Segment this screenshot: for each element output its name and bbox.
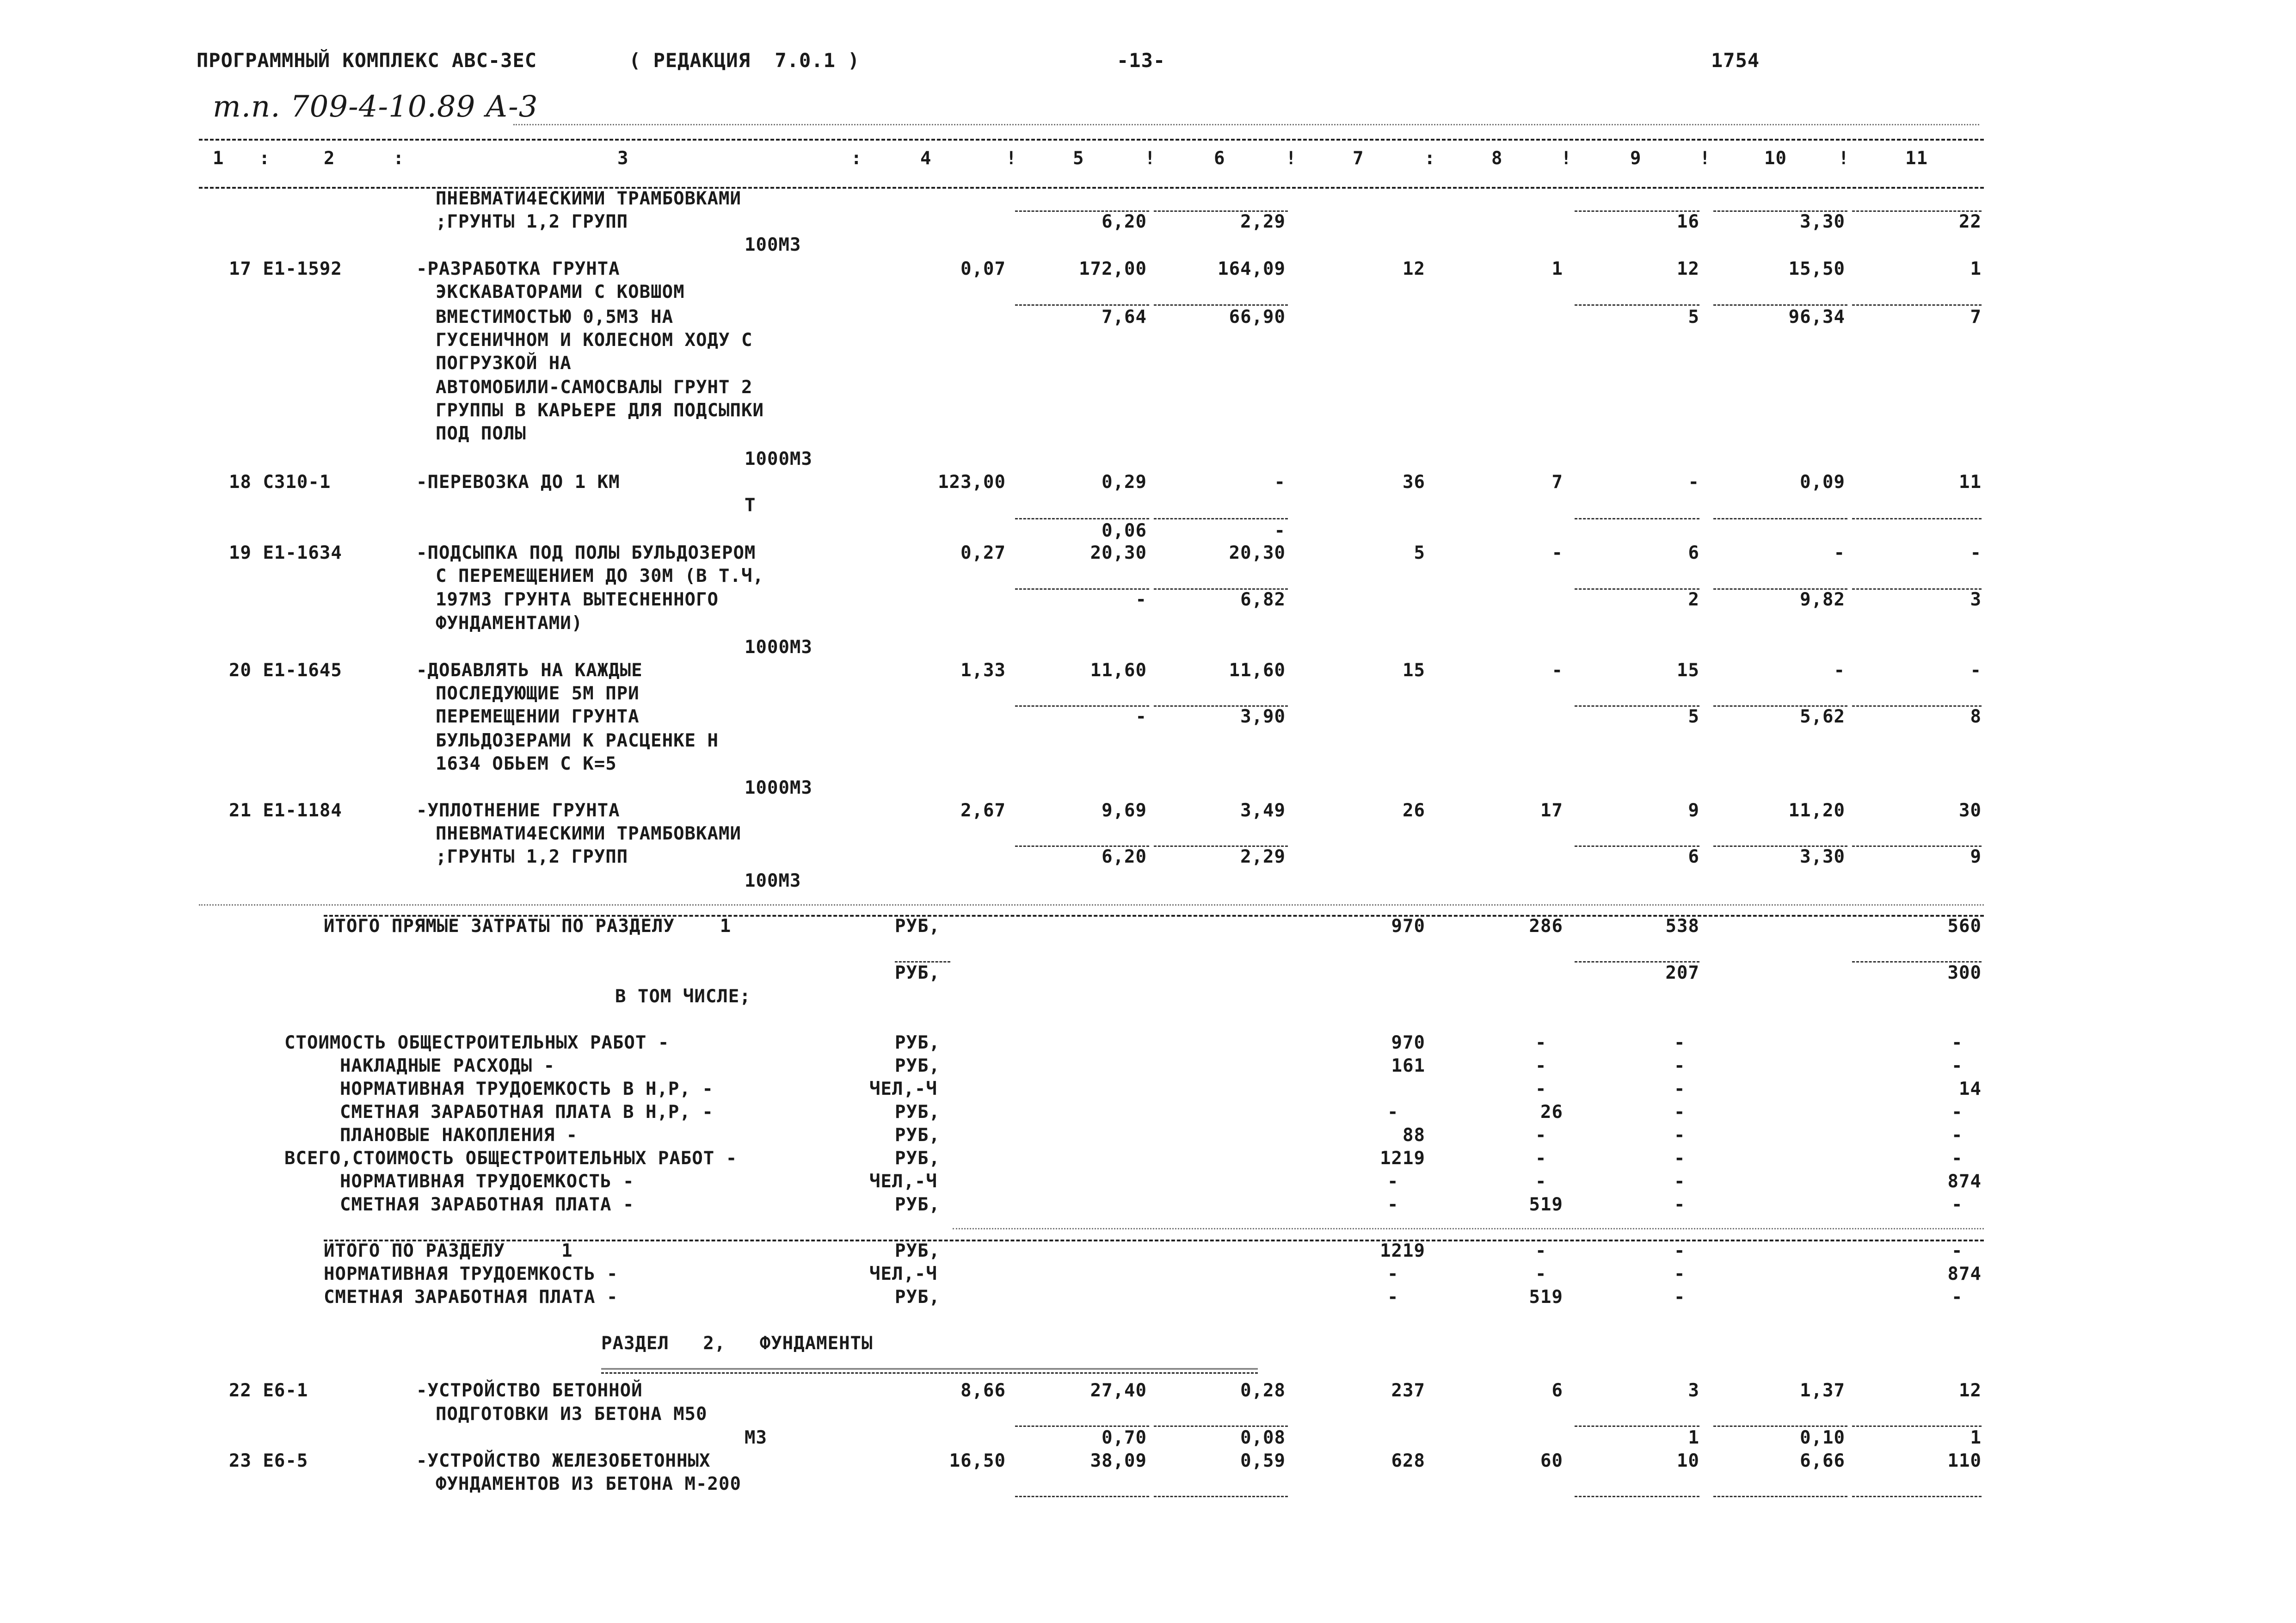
text-cell: 1000М3 bbox=[745, 637, 813, 658]
value-cell: 560 bbox=[1947, 916, 1982, 937]
price-separator bbox=[1154, 1426, 1288, 1427]
text-cell: - bbox=[1535, 1171, 1547, 1192]
column-header-7: 7 bbox=[1353, 148, 1364, 169]
value-cell: 20,30 bbox=[1090, 543, 1147, 563]
price-separator bbox=[1154, 588, 1288, 590]
section-total-rule bbox=[324, 1240, 1984, 1241]
value-cell: 0,29 bbox=[1102, 472, 1147, 493]
item-code: 20 Е1-1645 bbox=[229, 660, 342, 681]
value-cell: 5 bbox=[1414, 543, 1425, 563]
price-separator bbox=[1154, 1496, 1288, 1497]
reference-dotted-line bbox=[513, 124, 1979, 125]
value-cell: 1219 bbox=[1380, 1240, 1425, 1261]
value-cell: 3 bbox=[1970, 589, 1982, 610]
price-separator bbox=[1852, 705, 1982, 707]
text-cell: -УПЛОТНЕНИЕ ГРУНТА bbox=[416, 800, 620, 821]
column-header-4: 4 bbox=[920, 148, 932, 169]
text-cell: ПЛАНОВЫЕ НАКОПЛЕНИЯ - bbox=[340, 1125, 578, 1146]
text-cell: - bbox=[1951, 1032, 1963, 1053]
item-code: СТОИМОСТЬ ОБЩЕСТРОИТЕЛЬНЫХ РАБОТ - bbox=[284, 1032, 670, 1053]
text-cell: ГРУППЫ В КАРЬЕРЕ ДЛЯ ПОДСЫПКИ bbox=[436, 400, 764, 421]
text-cell: - bbox=[1674, 1102, 1686, 1123]
value-cell: - bbox=[1970, 543, 1982, 563]
price-separator bbox=[1015, 210, 1149, 212]
text-cell: ЭКСКАВАТОРАМИ С КОВШОМ bbox=[436, 282, 685, 302]
text-cell: - bbox=[1674, 1287, 1686, 1308]
value-cell: 10 bbox=[1677, 1450, 1699, 1471]
value-cell: 0,09 bbox=[1800, 472, 1845, 493]
item-code: 18 С310-1 bbox=[229, 472, 331, 493]
column-separator: ! bbox=[1699, 148, 1711, 169]
price-separator bbox=[1713, 518, 1847, 519]
text-cell: - bbox=[1535, 1079, 1547, 1099]
value-cell: 207 bbox=[1665, 963, 1699, 983]
text-cell: ФУНДАМЕНТОВ ИЗ БЕТОНА М-200 bbox=[436, 1474, 741, 1494]
text-cell: - bbox=[1674, 1171, 1686, 1192]
text-cell: М3 bbox=[745, 1427, 767, 1448]
value-cell: 11,20 bbox=[1788, 800, 1845, 821]
item-code: 23 Е6-5 bbox=[229, 1450, 308, 1471]
text-cell: ;ГРУНТЫ 1,2 ГРУПП bbox=[436, 846, 628, 867]
column-separator: : bbox=[393, 148, 405, 169]
value-cell: 36 bbox=[1403, 472, 1425, 493]
text-cell: - bbox=[1535, 1240, 1547, 1261]
value-cell: 12 bbox=[1959, 1380, 1982, 1401]
price-separator bbox=[1852, 588, 1982, 590]
value-cell: 1 bbox=[1688, 1427, 1699, 1448]
value-cell: 5 bbox=[1688, 706, 1699, 727]
price-separator bbox=[1713, 588, 1847, 590]
document-number: 1754 bbox=[1711, 49, 1760, 72]
price-separator bbox=[1015, 705, 1149, 707]
text-cell: 100М3 bbox=[745, 235, 801, 255]
value-cell: 66,90 bbox=[1229, 307, 1286, 327]
value-cell: 15 bbox=[1677, 660, 1699, 681]
value-cell: 96,34 bbox=[1788, 307, 1845, 327]
text-cell: - bbox=[1387, 1194, 1399, 1215]
text-cell: СМЕТНАЯ ЗАРАБОТНАЯ ПЛАТА В Н,Р, - bbox=[340, 1102, 714, 1123]
text-cell: ПОДГОТОВКИ ИЗ БЕТОНА М50 bbox=[436, 1404, 708, 1425]
total-separator bbox=[895, 961, 950, 963]
value-cell: 12 bbox=[1403, 259, 1425, 279]
text-cell: - bbox=[1674, 1148, 1686, 1169]
value-cell: 628 bbox=[1391, 1450, 1425, 1471]
value-cell: 7,64 bbox=[1102, 307, 1147, 327]
text-cell: 1634 ОБЬЕМ С К=5 bbox=[436, 753, 617, 774]
column-header-1: 1 bbox=[213, 148, 224, 169]
column-header-5: 5 bbox=[1073, 148, 1084, 169]
value-cell: 2,67 bbox=[960, 800, 1006, 821]
section-dotted-rule bbox=[199, 904, 1984, 906]
text-cell: 1000М3 bbox=[745, 449, 813, 469]
price-separator bbox=[1852, 518, 1982, 519]
value-cell: 2 bbox=[1688, 589, 1699, 610]
value-cell: - bbox=[1688, 472, 1699, 493]
value-cell: 1 bbox=[1970, 1427, 1982, 1448]
price-separator bbox=[1015, 1496, 1149, 1497]
text-cell: НОРМАТИВНАЯ ТРУДОЕМКОСТЬ - bbox=[324, 1264, 618, 1284]
price-separator bbox=[1852, 1496, 1982, 1497]
text-cell: -ПОДСЫПКА ПОД ПОЛЫ БУЛЬДОЗЕРОМ bbox=[416, 543, 756, 563]
text-cell: -УСТРОЙСТВО БЕТОННОЙ bbox=[416, 1380, 643, 1401]
edition-label: ( РЕДАКЦИЯ 7.0.1 ) bbox=[629, 49, 860, 72]
price-separator bbox=[1713, 1496, 1847, 1497]
value-cell: 0,10 bbox=[1800, 1427, 1845, 1448]
text-cell: РУБ, bbox=[895, 916, 940, 937]
value-cell: 2,29 bbox=[1240, 846, 1286, 867]
item-code: 21 Е1-1184 bbox=[229, 800, 342, 821]
price-separator bbox=[1713, 304, 1847, 306]
price-separator bbox=[1575, 210, 1699, 212]
column-separator: ! bbox=[1286, 148, 1297, 169]
column-header-3: 3 bbox=[617, 148, 629, 169]
value-cell: 3,30 bbox=[1800, 846, 1845, 867]
value-cell: 88 bbox=[1403, 1125, 1425, 1146]
value-cell: 11,60 bbox=[1090, 660, 1147, 681]
value-cell: 22 bbox=[1959, 211, 1982, 232]
item-code: ВСЕГО,СТОИМОСТЬ ОБЩЕСТРОИТЕЛЬНЫХ РАБОТ - bbox=[284, 1148, 738, 1169]
total-separator bbox=[1852, 961, 1982, 963]
value-cell: - bbox=[1834, 660, 1845, 681]
column-separator: ! bbox=[1561, 148, 1572, 169]
text-cell: РУБ, bbox=[895, 1287, 940, 1308]
text-cell: - bbox=[1674, 1240, 1686, 1261]
value-cell: 6,66 bbox=[1800, 1450, 1845, 1471]
text-cell: НОРМАТИВНАЯ ТРУДОЕМКОСТЬ - bbox=[340, 1171, 634, 1192]
text-cell: - bbox=[1674, 1194, 1686, 1215]
price-separator bbox=[1154, 518, 1288, 519]
price-separator bbox=[1575, 705, 1699, 707]
value-cell: - bbox=[1274, 472, 1286, 493]
value-cell: 16 bbox=[1677, 211, 1699, 232]
value-cell: 38,09 bbox=[1090, 1450, 1147, 1471]
price-separator bbox=[1713, 845, 1847, 847]
value-cell: 3,90 bbox=[1240, 706, 1286, 727]
text-cell: 1000М3 bbox=[745, 778, 813, 798]
value-cell: 7 bbox=[1551, 472, 1563, 493]
value-cell: 15 bbox=[1403, 660, 1425, 681]
value-cell: 3 bbox=[1688, 1380, 1699, 1401]
column-header-2: 2 bbox=[324, 148, 335, 169]
price-separator bbox=[1575, 845, 1699, 847]
text-cell: ПНЕВМАТИ4ЕСКИМИ ТРАМБОВКАМИ bbox=[436, 823, 741, 844]
text-cell: ИТОГО ПО РАЗДЕЛУ 1 bbox=[324, 1240, 573, 1261]
text-cell: РУБ, bbox=[895, 1125, 940, 1146]
text-cell: ЧЕЛ,-Ч bbox=[869, 1079, 937, 1099]
value-cell: 0,06 bbox=[1102, 520, 1147, 541]
value-cell: 237 bbox=[1391, 1380, 1425, 1401]
text-cell: С ПЕРЕМЕЩЕНИЕМ ДО 30М (В Т.Ч, bbox=[436, 566, 764, 586]
item-code: 19 Е1-1634 bbox=[229, 543, 342, 563]
price-separator bbox=[1015, 1426, 1149, 1427]
price-separator bbox=[1015, 518, 1149, 519]
price-separator bbox=[1575, 304, 1699, 306]
value-cell: 0,70 bbox=[1102, 1427, 1147, 1448]
value-cell: - bbox=[1970, 660, 1982, 681]
text-cell: - bbox=[1387, 1264, 1399, 1284]
text-cell: 197М3 ГРУНТА ВЫТЕСНЕННОГО bbox=[436, 589, 719, 610]
value-cell: 110 bbox=[1947, 1450, 1982, 1471]
value-cell: 6 bbox=[1688, 846, 1699, 867]
value-cell: - bbox=[1274, 520, 1286, 541]
value-cell: 11,60 bbox=[1229, 660, 1286, 681]
column-separator: : bbox=[851, 148, 862, 169]
value-cell: 11 bbox=[1959, 472, 1982, 493]
value-cell: 538 bbox=[1665, 916, 1699, 937]
text-cell: РУБ, bbox=[895, 1194, 940, 1215]
column-header-11: 11 bbox=[1905, 148, 1928, 169]
text-cell: РУБ, bbox=[895, 1032, 940, 1053]
value-cell: 9,69 bbox=[1102, 800, 1147, 821]
text-cell: - bbox=[1951, 1102, 1963, 1123]
value-cell: 15,50 bbox=[1788, 259, 1845, 279]
value-cell: 874 bbox=[1947, 1171, 1982, 1192]
value-cell: 1219 bbox=[1380, 1148, 1425, 1169]
text-cell: СМЕТНАЯ ЗАРАБОТНАЯ ПЛАТА - bbox=[340, 1194, 634, 1215]
value-cell: 519 bbox=[1529, 1194, 1563, 1215]
value-cell: 8 bbox=[1970, 706, 1982, 727]
value-cell: 27,40 bbox=[1090, 1380, 1147, 1401]
value-cell: 970 bbox=[1391, 1032, 1425, 1053]
text-cell: - bbox=[1674, 1125, 1686, 1146]
value-cell: 6,20 bbox=[1102, 846, 1147, 867]
text-cell: ГУСЕНИЧНОМ И КОЛЕСНОМ ХОДУ С bbox=[436, 330, 753, 351]
totals-top-rule bbox=[324, 915, 1984, 917]
text-cell: - bbox=[1951, 1194, 1963, 1215]
text-cell: - bbox=[1535, 1125, 1547, 1146]
column-separator: ! bbox=[1006, 148, 1017, 169]
value-cell: 6,82 bbox=[1240, 589, 1286, 610]
price-separator bbox=[1713, 705, 1847, 707]
page-number: -13- bbox=[1117, 49, 1166, 72]
text-cell: - bbox=[1674, 1079, 1686, 1099]
text-cell: - bbox=[1951, 1055, 1963, 1076]
value-cell: - bbox=[1834, 543, 1845, 563]
text-cell: - bbox=[1387, 1287, 1399, 1308]
value-cell: 3,30 bbox=[1800, 211, 1845, 232]
text-cell: Т bbox=[745, 495, 756, 516]
text-cell: - bbox=[1674, 1032, 1686, 1053]
value-cell: 7 bbox=[1970, 307, 1982, 327]
text-cell: - bbox=[1951, 1148, 1963, 1169]
text-cell: ВМЕСТИМОСТЬЮ 0,5М3 НА bbox=[436, 307, 674, 327]
column-separator: : bbox=[259, 148, 271, 169]
text-cell: - bbox=[1387, 1102, 1399, 1123]
text-cell: РУБ, bbox=[895, 963, 940, 983]
text-cell: ПОГРУЗКОЙ НА bbox=[436, 353, 572, 374]
text-cell: - bbox=[1387, 1171, 1399, 1192]
text-cell: ЧЕЛ,-Ч bbox=[869, 1264, 937, 1284]
column-separator: ! bbox=[1838, 148, 1850, 169]
value-cell: 3,49 bbox=[1240, 800, 1286, 821]
value-cell: 6 bbox=[1551, 1380, 1563, 1401]
text-cell: ПНЕВМАТИ4ЕСКИМИ ТРАМБОВКАМИ bbox=[436, 188, 741, 209]
text-cell: -ПЕРЕВОЗКА ДО 1 КМ bbox=[416, 472, 620, 493]
program-title: ПРОГРАММНЫЙ КОМПЛЕКС АВС-3ЕС bbox=[197, 49, 537, 72]
price-separator bbox=[1154, 210, 1288, 212]
text-cell: -УСТРОЙСТВО ЖЕЛЕЗОБЕТОННЫХ bbox=[416, 1450, 711, 1471]
value-cell: 6,20 bbox=[1102, 211, 1147, 232]
value-cell: - bbox=[1135, 589, 1147, 610]
total-separator bbox=[1575, 961, 1699, 963]
text-cell: 100М3 bbox=[745, 870, 801, 891]
text-cell: СМЕТНАЯ ЗАРАБОТНАЯ ПЛАТА - bbox=[324, 1287, 618, 1308]
value-cell: 30 bbox=[1959, 800, 1982, 821]
column-header-6: 6 bbox=[1214, 148, 1225, 169]
value-cell: 0,27 bbox=[960, 543, 1006, 563]
price-separator bbox=[1575, 1496, 1699, 1497]
text-cell: - bbox=[1535, 1264, 1547, 1284]
text-cell: ПОД ПОЛЫ bbox=[436, 423, 526, 444]
column-separator: : bbox=[1424, 148, 1436, 169]
value-cell: 164,09 bbox=[1218, 259, 1286, 279]
price-separator bbox=[1154, 304, 1288, 306]
value-cell: 286 bbox=[1529, 916, 1563, 937]
text-cell: - bbox=[1535, 1055, 1547, 1076]
value-cell: 17 bbox=[1540, 800, 1563, 821]
text-cell: - bbox=[1951, 1287, 1963, 1308]
price-separator bbox=[1575, 518, 1699, 519]
value-cell: 0,28 bbox=[1240, 1380, 1286, 1401]
value-cell: - bbox=[1551, 660, 1563, 681]
text-cell: - bbox=[1674, 1264, 1686, 1284]
value-cell: 16,50 bbox=[949, 1450, 1006, 1471]
price-separator bbox=[1575, 588, 1699, 590]
text-cell: - bbox=[1674, 1055, 1686, 1076]
value-cell: 5 bbox=[1688, 307, 1699, 327]
value-cell: - bbox=[1135, 706, 1147, 727]
item-code: 22 Е6-1 bbox=[229, 1380, 308, 1401]
value-cell: 1 bbox=[1551, 259, 1563, 279]
text-cell: РАЗДЕЛ 2, ФУНДАМЕНТЫ bbox=[601, 1333, 873, 1354]
value-cell: 9 bbox=[1688, 800, 1699, 821]
price-separator bbox=[1852, 210, 1982, 212]
value-cell: 1 bbox=[1970, 259, 1982, 279]
value-cell: 26 bbox=[1540, 1102, 1563, 1123]
value-cell: 6 bbox=[1688, 543, 1699, 563]
value-cell: 0,07 bbox=[960, 259, 1006, 279]
price-separator bbox=[1015, 588, 1149, 590]
text-cell: НАКЛАДНЫЕ РАСХОДЫ - bbox=[340, 1055, 555, 1076]
value-cell: 874 bbox=[1947, 1264, 1982, 1284]
text-cell: РУБ, bbox=[895, 1240, 940, 1261]
value-cell: 161 bbox=[1391, 1055, 1425, 1076]
text-cell: - bbox=[1535, 1148, 1547, 1169]
text-cell: ИТОГО ПРЯМЫЕ ЗАТРАТЫ ПО РАЗДЕЛУ 1 bbox=[324, 916, 732, 937]
price-separator bbox=[1154, 845, 1288, 847]
price-separator bbox=[1575, 1426, 1699, 1427]
header-top-rule bbox=[199, 139, 1984, 141]
text-cell: - bbox=[1535, 1032, 1547, 1053]
handwritten-reference: т.п. 709-4-10.89 А-3 bbox=[213, 90, 538, 124]
column-header-9: 9 bbox=[1630, 148, 1642, 169]
value-cell: 1,33 bbox=[960, 660, 1006, 681]
value-cell: 970 bbox=[1391, 916, 1425, 937]
text-cell: В ТОМ ЧИСЛЕ; bbox=[615, 986, 751, 1007]
price-separator bbox=[1015, 845, 1149, 847]
price-separator bbox=[1852, 1426, 1982, 1427]
price-separator bbox=[1852, 304, 1982, 306]
section-heading-underline bbox=[601, 1368, 1258, 1374]
price-separator bbox=[1852, 845, 1982, 847]
value-cell: 9,82 bbox=[1800, 589, 1845, 610]
column-header-8: 8 bbox=[1491, 148, 1503, 169]
value-cell: 519 bbox=[1529, 1287, 1563, 1308]
text-cell: ФУНДАМЕНТАМИ) bbox=[436, 613, 583, 634]
text-cell: ПЕРЕМЕЩЕНИИ ГРУНТА bbox=[436, 706, 640, 727]
text-cell: РУБ, bbox=[895, 1148, 940, 1169]
value-cell: 26 bbox=[1403, 800, 1425, 821]
value-cell: 14 bbox=[1959, 1079, 1982, 1099]
value-cell: 123,00 bbox=[938, 472, 1006, 493]
value-cell: 9 bbox=[1970, 846, 1982, 867]
text-cell: РУБ, bbox=[895, 1102, 940, 1123]
value-cell: - bbox=[1551, 543, 1563, 563]
value-cell: 2,29 bbox=[1240, 211, 1286, 232]
text-cell: - bbox=[1951, 1240, 1963, 1261]
value-cell: 300 bbox=[1947, 963, 1982, 983]
text-cell: НОРМАТИВНАЯ ТРУДОЕМКОСТЬ В Н,Р, - bbox=[340, 1079, 714, 1099]
value-cell: 0,08 bbox=[1240, 1427, 1286, 1448]
value-cell: 60 bbox=[1540, 1450, 1563, 1471]
value-cell: 1,37 bbox=[1800, 1380, 1845, 1401]
price-separator bbox=[1713, 1426, 1847, 1427]
text-cell: РУБ, bbox=[895, 1055, 940, 1076]
value-cell: 8,66 bbox=[960, 1380, 1006, 1401]
text-cell: АВТОМОБИЛИ-САМОСВАЛЫ ГРУНТ 2 bbox=[436, 377, 753, 398]
price-separator bbox=[1015, 304, 1149, 306]
text-cell: ЧЕЛ,-Ч bbox=[869, 1171, 937, 1192]
text-cell: ;ГРУНТЫ 1,2 ГРУПП bbox=[436, 211, 628, 232]
value-cell: 20,30 bbox=[1229, 543, 1286, 563]
column-separator: ! bbox=[1145, 148, 1156, 169]
text-cell: -РАЗРАБОТКА ГРУНТА bbox=[416, 259, 620, 279]
text-cell: - bbox=[1951, 1125, 1963, 1146]
summary-dotted-rule bbox=[953, 1228, 1984, 1229]
item-code: 17 Е1-1592 bbox=[229, 259, 342, 279]
text-cell: -ДОБАВЛЯТЬ НА КАЖДЫЕ bbox=[416, 660, 643, 681]
price-separator bbox=[1713, 210, 1847, 212]
value-cell: 172,00 bbox=[1079, 259, 1147, 279]
column-header-10: 10 bbox=[1764, 148, 1787, 169]
value-cell: 12 bbox=[1677, 259, 1699, 279]
value-cell: 5,62 bbox=[1800, 706, 1845, 727]
text-cell: ПОСЛЕДУЮЩИЕ 5М ПРИ bbox=[436, 683, 640, 704]
text-cell: БУЛЬДОЗЕРАМИ К РАСЦЕНКЕ Н bbox=[436, 730, 719, 751]
price-separator bbox=[1154, 705, 1288, 707]
value-cell: 0,59 bbox=[1240, 1450, 1286, 1471]
